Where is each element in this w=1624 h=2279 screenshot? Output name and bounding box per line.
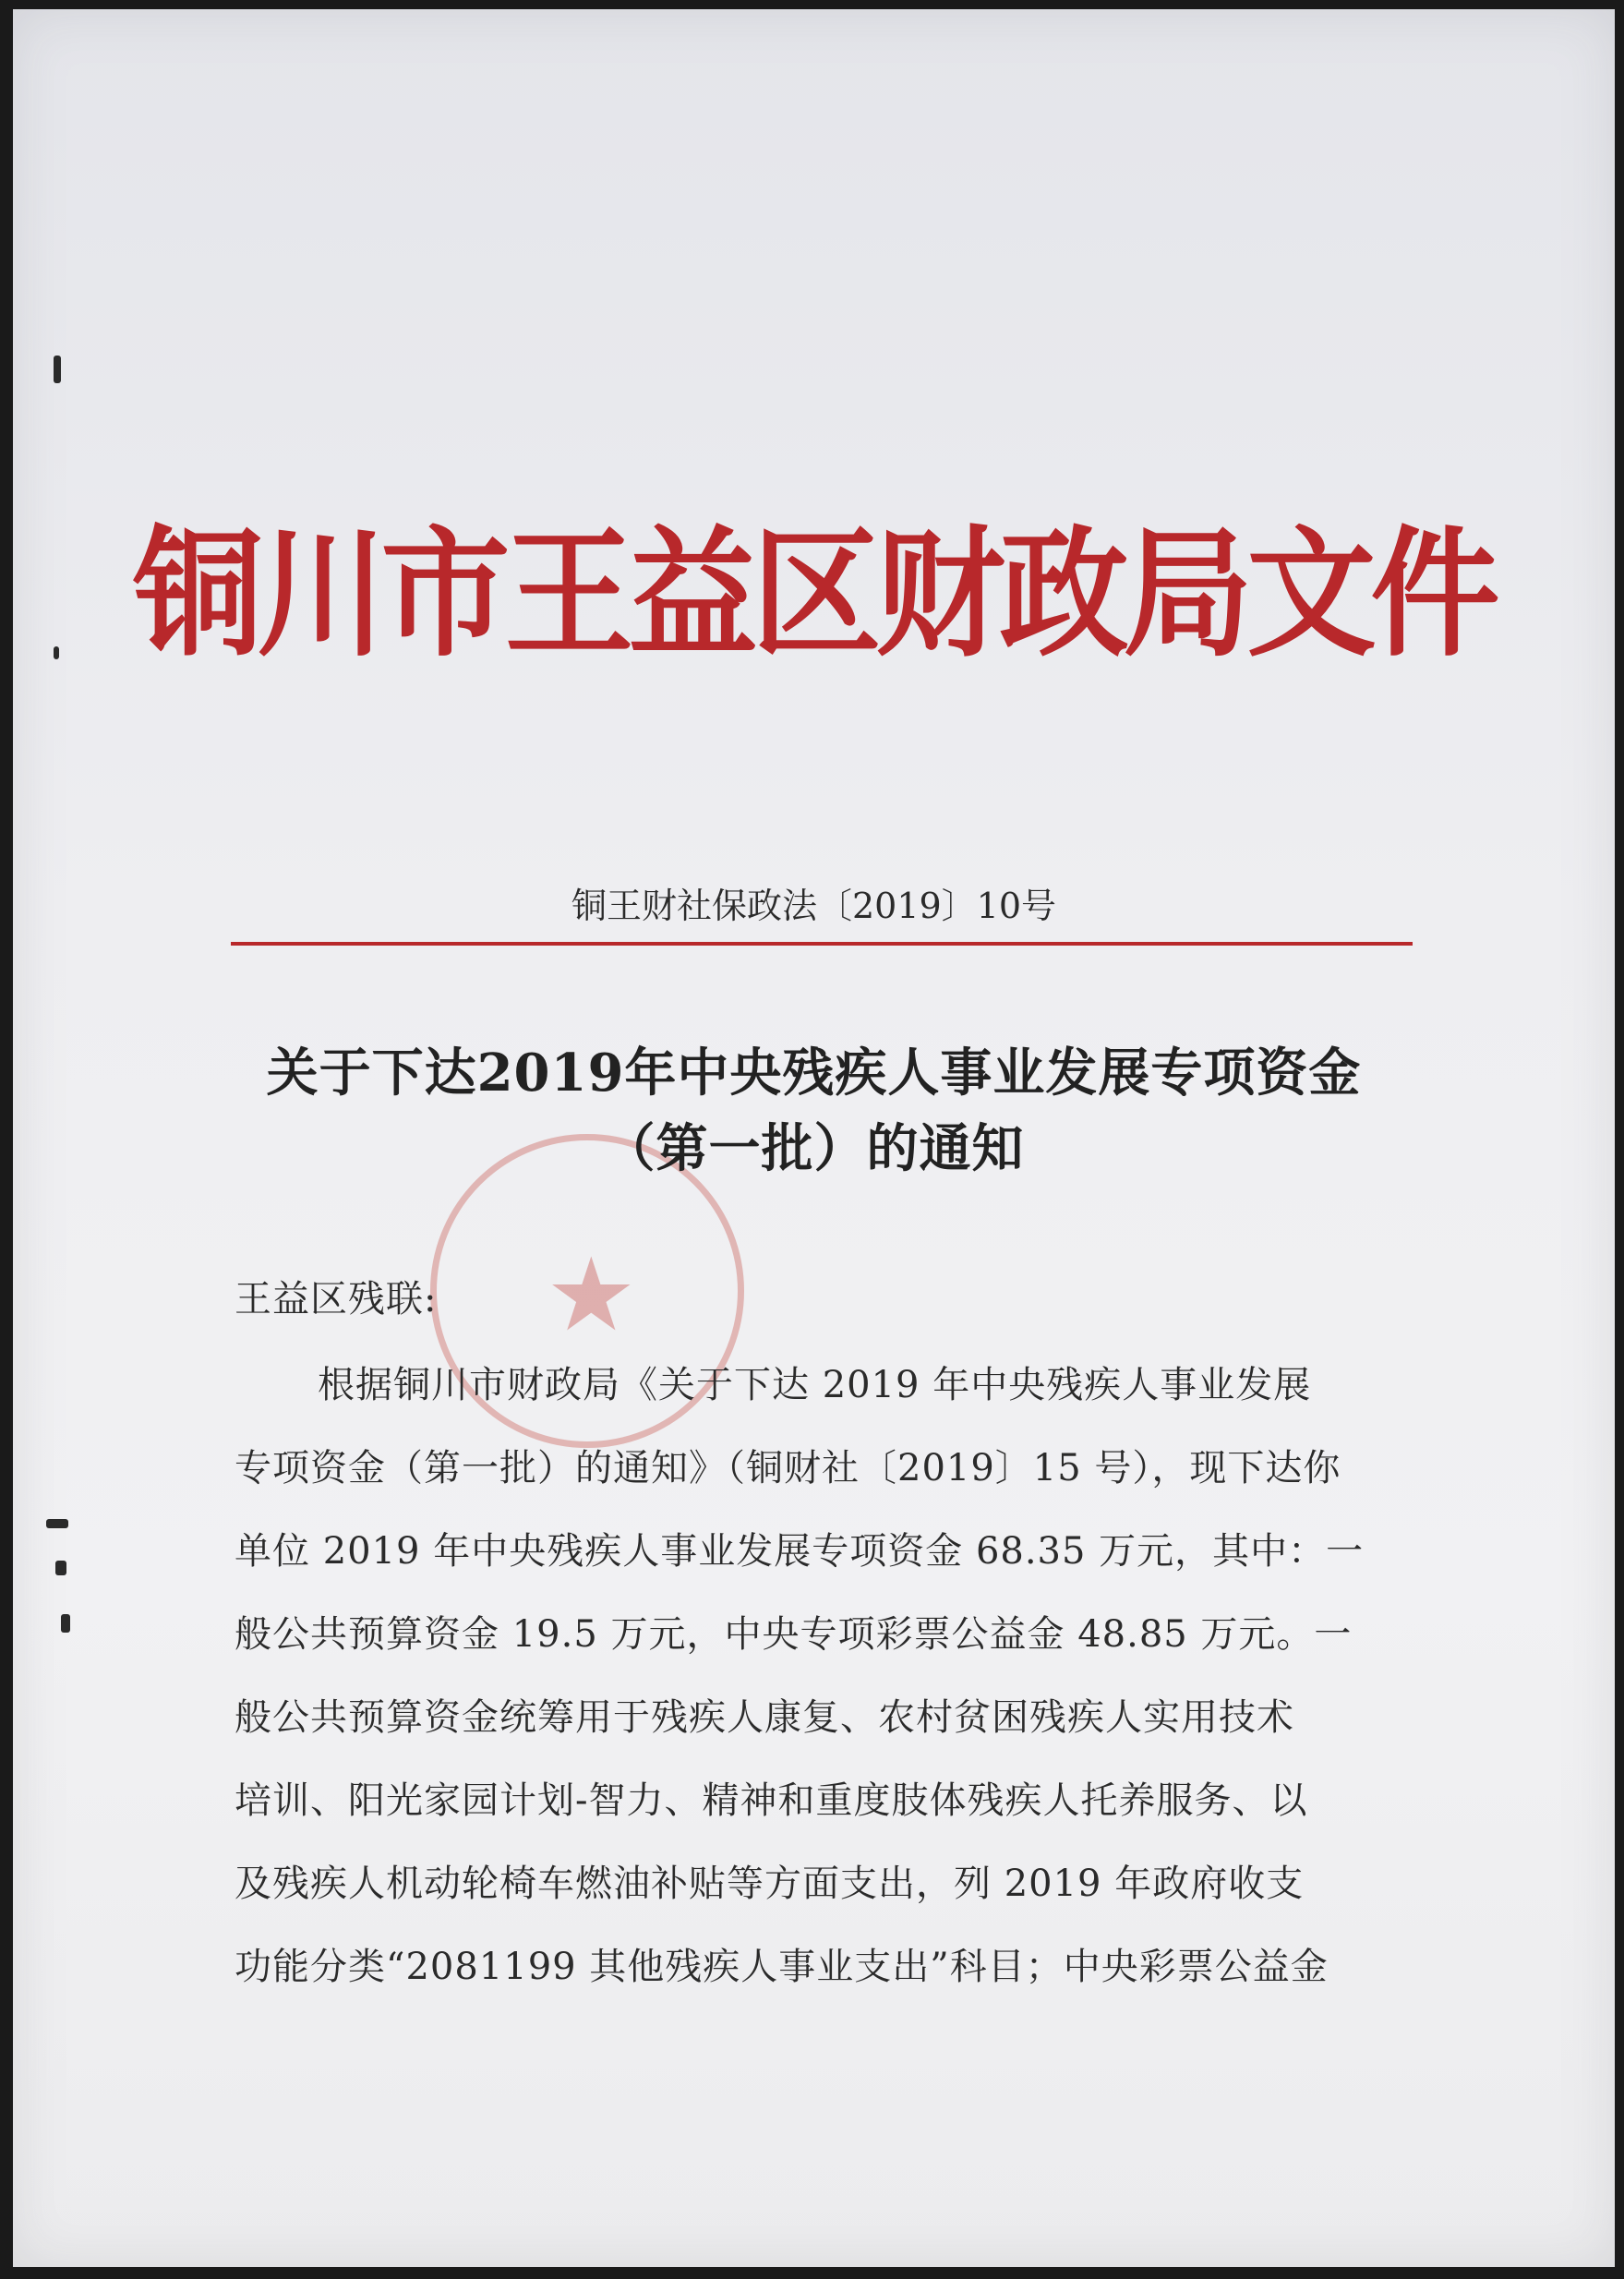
issuer-header: 铜川市王益区财政局文件 (133, 513, 1495, 677)
body-line-8: 功能分类“2081199 其他残疾人事业支出”科目；中央彩票公益金 (235, 1946, 1329, 1988)
body-line-6: 培训、阳光家园计划-智力、精神和重度肢体残疾人托养服务、以 (235, 1779, 1308, 1822)
body-line-2: 专项资金（第一批）的通知》（铜财社〔2019〕15 号），现下达你 (235, 1447, 1341, 1489)
body-line-4: 般公共预算资金 19.5 万元，中央专项彩票公益金 48.85 万元。一 (235, 1613, 1353, 1656)
body-line-7: 及残疾人机动轮椅车燃油补贴等方面支出，列 2019 年政府收支 (235, 1863, 1305, 1905)
body-line-3: 单位 2019 年中央残疾人事业发展专项资金 68.35 万元，其中：一 (235, 1530, 1365, 1573)
body-line-1: 根据铜川市财政局《关于下达 2019 年中央残疾人事业发展 (318, 1364, 1312, 1406)
binding-hole-mark (46, 1519, 68, 1528)
red-separator-line (231, 942, 1413, 946)
binding-hole-mark (54, 356, 61, 383)
binding-hole-mark (61, 1614, 70, 1633)
notice-title-line-1: 关于下达2019年中央残疾人事业发展专项资金 (266, 1043, 1362, 1103)
binding-hole-mark (55, 1561, 66, 1575)
star-icon: ★ (546, 1236, 637, 1354)
document-number: 铜王财社保政法〔2019〕10号 (571, 886, 1057, 926)
document-page (13, 9, 1615, 2267)
notice-title-line-2: （第一批）的通知 (603, 1118, 1025, 1179)
salutation: 王益区残联: (235, 1278, 438, 1320)
body-line-5: 般公共预算资金统筹用于残疾人康复、农村贫困残疾人实用技术 (235, 1696, 1294, 1739)
